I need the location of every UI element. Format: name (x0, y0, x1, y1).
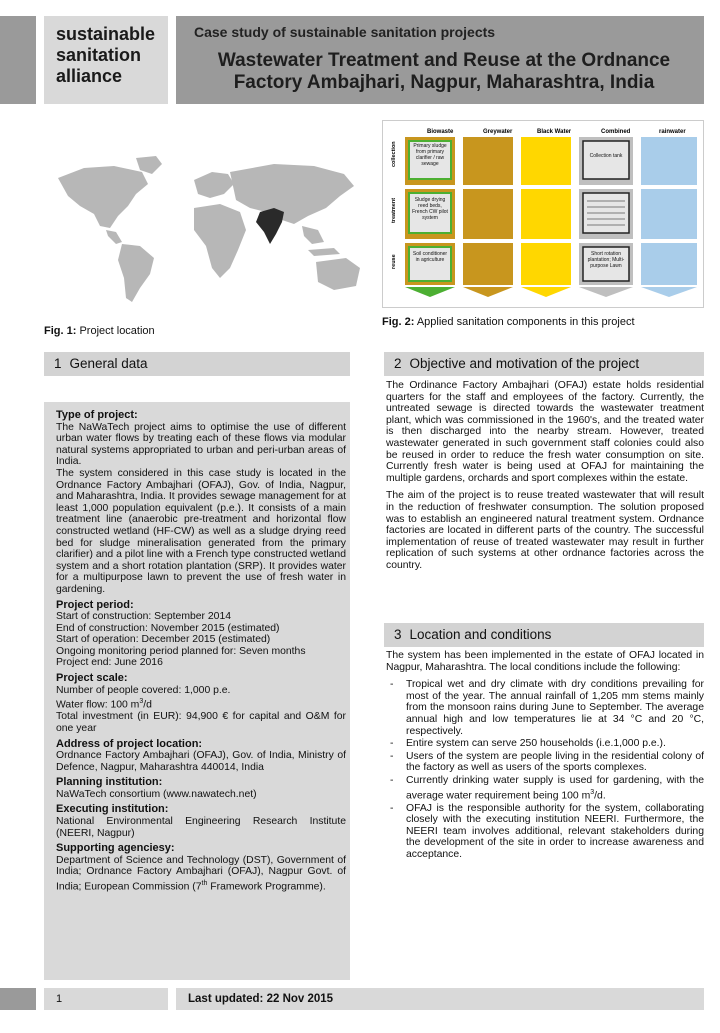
india-highlight (256, 208, 284, 244)
comb-collection-box (583, 141, 629, 179)
logo-line-3: alliance (56, 66, 123, 86)
rain-collection-cell (641, 137, 697, 185)
ssa-logo (56, 24, 166, 87)
rain-reuse-cell (641, 243, 697, 285)
type-paragraph-1: The NaWaTech project aims to optimise the use of different urban water flows by treating each of these flows via modular natural systems appropriated to urban and peri-urban areas of India. (56, 421, 346, 468)
grey-reuse-cell (463, 243, 513, 285)
comb-arrow (579, 287, 633, 297)
section-2-number: 2 (394, 356, 402, 371)
central-america-shape (106, 230, 122, 244)
section-1-title: General data (69, 356, 148, 371)
supporting-label: Supporting agenciesy: (56, 842, 175, 855)
location-intro: The system has been implemented in the estate of OFAJ located in Nagpur, Maharashtra. The local conditions include the following: (386, 650, 704, 673)
black-collection-cell (521, 137, 571, 185)
scale-label: Project scale: (56, 672, 128, 685)
type-paragraph-2: The system considered in this case study is located in the Ordnance Factory Ambajhari (OFAJ), Gov. of India, Nagpur, and Maharashtra, India. It provides sewage management for at least 1,000 population equivalent (p.e.). It consists of a main treatment line (anaerobic pre-treatment and horizontal flow constructed wetland (HF-CW) as well as a sludge drying reed bed for sludge mineralisation generated from the primary clarifier) and a pilot line with a French type constructed wetland system and a short rotation plantation (SRP). It provides water for a multipurpose lawn to prevent the use of fresh water in gardening. (56, 467, 346, 595)
grey-treatment-cell (463, 189, 513, 239)
supporting-sup: th (201, 880, 208, 888)
scale-people: Number of people covered: 1,000 p.e. (56, 684, 231, 696)
scale-flow-text: Water flow: 100 m (56, 699, 140, 711)
black-arrow (521, 287, 571, 297)
rain-treatment-cell (641, 189, 697, 239)
condition-item (386, 775, 704, 802)
column-blackwater (521, 137, 571, 297)
australia-shape (316, 258, 360, 290)
address-text: Ordnance Factory Ambajhari (OFAJ), Gov. of India, Ministry of Defence, Nagpur, Maharashtra 440014, India (56, 750, 346, 773)
period-line: Start of construction: September 2014 (56, 611, 232, 623)
black-treatment-cell (521, 189, 571, 239)
grey-collection-cell (463, 137, 513, 185)
col-header-rainwater: rainwater (659, 129, 686, 135)
scale-flow-unit: /d (143, 699, 152, 711)
grey-arrow (463, 287, 513, 297)
condition-water-sup: 3 (590, 788, 595, 796)
north-america-shape (58, 166, 148, 228)
section-1-heading (44, 352, 350, 376)
southeast-asia-shape (302, 226, 324, 244)
column-greywater (463, 137, 513, 297)
type-label: Type of project: (56, 409, 138, 421)
period-line: Ongoing monitoring period planned for: Seven months (56, 645, 306, 657)
fig1-text: Project location (79, 325, 155, 337)
logo-line-1: sustainable (56, 24, 156, 44)
objective-paragraph-2: The aim of the project is to reuse treated wastewater that will result in the reduction of freshwater consumption. The solution proposed was to establish an engineered natural treatment system. Ordnance factories are located in different parts of the country. The successful implementation of reuse of treated wastewater may result in further replication of such systems at other ordnance factories across the country. (386, 490, 704, 571)
col-header-biowaste: Biowaste (427, 129, 454, 135)
page-number: 1 (44, 988, 168, 1010)
condition-item: - Users of the system are people living in the residential colony of the factory as well as users of the sports complexes. (386, 751, 704, 774)
left-decor-strip-top (0, 16, 36, 104)
africa-shape (194, 204, 246, 278)
condition-item: - Entire system can serve 250 households (i.e.1,000 p.e.). (386, 738, 704, 750)
planning-text: NaWaTech consortium (www.nawatech.net) (56, 788, 257, 800)
col-header-greywater: Greywater (483, 129, 513, 135)
supporting-main: Department of Science and Technology (DST), Government of India; Ordnance Factory Ambajhari (OFAJ), Nagpur Govt. of India; European Commission (7 (56, 854, 346, 893)
logo-line-2: sanitation (56, 45, 142, 65)
period-line: Project end: June 2016 (56, 657, 163, 669)
section-2-heading (384, 352, 704, 376)
section-3-number: 3 (394, 627, 402, 642)
executing-label: Executing institution: (56, 803, 169, 816)
rain-arrow (641, 287, 697, 297)
supporting-text (56, 855, 346, 893)
section-3-title: Location and conditions (409, 627, 552, 642)
page-title: Wastewater Treatment and Reuse at the Ordnance Factory Ambajhari, Nagpur, Maharashtra, India (217, 50, 671, 93)
row-label-treatment: treatment (391, 197, 397, 223)
europe-shape (194, 172, 234, 198)
comb-reuse-text: Short rotation plantation; Multi-purpose Lawn (587, 251, 625, 269)
condition-water-text: Currently drinking water supply is used for gardening, with the average water requirement being 100 m (406, 774, 704, 801)
row-label-reuse: reuse (391, 254, 397, 269)
col-header-combined: Combined (601, 129, 631, 135)
left-decor-strip-bottom (0, 988, 36, 1010)
black-reuse-cell (521, 243, 571, 285)
bio-arrow (405, 287, 455, 297)
condition-item: - OFAJ is the responsible authority for the system, collaborating closely with the executing institution NEERI. Furthermore, the NEERI team involves additional, relevant stakeholders during the development of the site in order to increase awareness and acceptance. (386, 803, 704, 861)
asia-shape (230, 164, 354, 224)
fig2-label: Fig. 2: (382, 316, 415, 328)
bio-reuse-text: Soil conditioner in agriculture (412, 251, 448, 263)
section-3-heading (384, 623, 704, 647)
objective-paragraph-1: The Ordinance Factory Ambajhari (OFAJ) estate holds residential quarters for the staff and employees of the factory. Currently, the untreated sewage is directed towards the wastewater treatment plant, which was commissioned in the 1960's, and the treated water is then discharged into the nearby stream. However, treated wastewater generated in such government staff colonies could also be reused in order to reduce the fresh water consumption on site. Currently fresh water is being used at OFAJ for maintaining the multiple gardens, orchards and sport complexes within the estate. (386, 380, 704, 484)
column-rainwater (641, 137, 697, 297)
fig2-caption (382, 316, 635, 328)
fig2-text: Applied sanitation components in this project (416, 316, 635, 328)
period-line: End of construction: November 2015 (estimated) (56, 622, 280, 634)
fig1-label: Fig. 1: (44, 325, 77, 337)
address-label: Address of project location: (56, 737, 203, 750)
south-america-shape (118, 244, 154, 302)
section-2-title: Objective and motivation of the project (409, 356, 640, 371)
objective-content (386, 380, 704, 578)
column-combined (579, 137, 633, 297)
world-map (44, 150, 374, 310)
period-label: Project period: (56, 598, 134, 611)
condition-item: - Tropical wet and dry climate with dry conditions prevailing for most of the year. The annual rainfall of 1,205 mm stems mainly from the monsoon rains during June to September. The average annual high and low temperatures lie at 34 °C and 20 °C, respectively. (386, 679, 704, 737)
comb-collection-text: Collection tank (589, 153, 623, 159)
col-header-blackwater: Black Water (537, 129, 572, 135)
scale-flow (56, 696, 346, 711)
scale-flow-sup: 3 (139, 698, 144, 706)
bio-treatment-text: Sludge drying reed beds, French CW pilot system (412, 197, 448, 221)
header-subtitle: Case study of sustainable sanitation projects (194, 24, 496, 40)
general-data-content (56, 406, 346, 893)
condition-water-end: /d. (594, 790, 606, 801)
conditions-list (386, 679, 704, 860)
fig1-caption (44, 325, 155, 337)
sanitation-diagram (382, 120, 704, 308)
row-label-collection: collection (391, 141, 397, 167)
last-updated: Last updated: 22 Nov 2015 (176, 988, 704, 1010)
supporting-end: Framework Programme). (207, 881, 326, 893)
location-content (386, 650, 704, 862)
planning-label: Planning institution: (56, 776, 163, 789)
bio-collection-text: Primary sludge from primary clarifier / raw sewage (413, 143, 447, 167)
scale-investment: Total investment (in EUR): 94,900 € for capital and O&M for one year (56, 711, 346, 734)
executing-text: National Environmental Engineering Research Institute (NEERI, Nagpur) (56, 816, 346, 839)
greenland-shape (136, 156, 162, 174)
period-line: Start of operation: December 2015 (estimated) (56, 634, 271, 646)
indonesia-shape (308, 248, 340, 256)
section-1-number: 1 (54, 356, 62, 371)
